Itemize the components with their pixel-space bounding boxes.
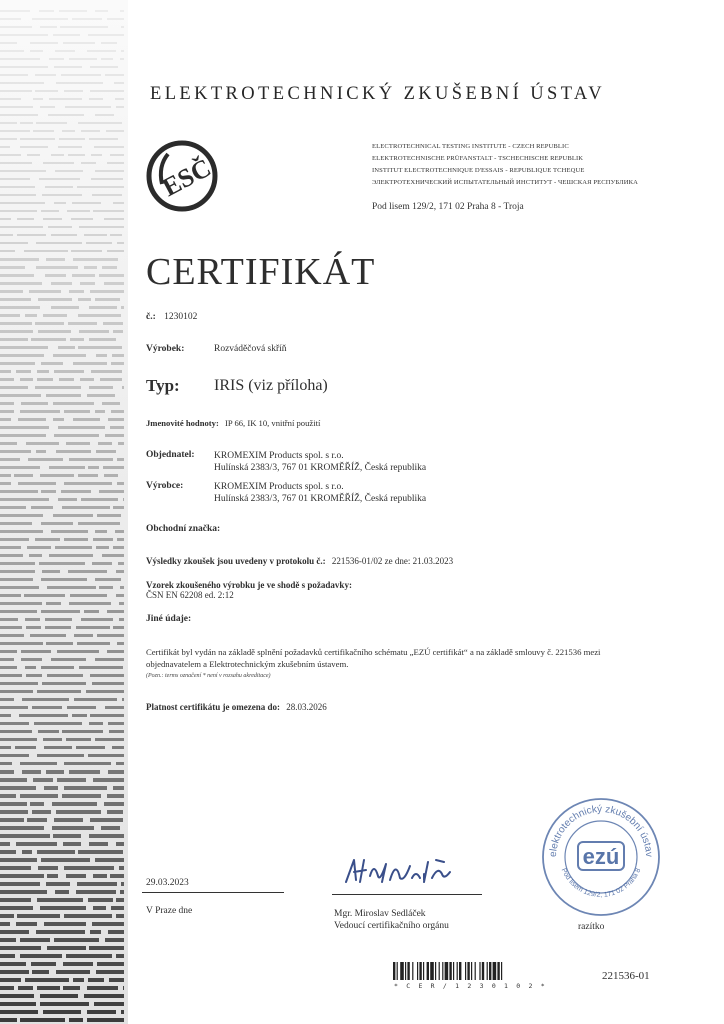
place-label: V Praze dne <box>146 906 193 916</box>
statement-block <box>146 646 600 682</box>
signer-block <box>334 908 449 932</box>
logo-text: ESČ <box>157 152 216 203</box>
side-band-pattern <box>0 0 128 1024</box>
trademark-label: Obchodní značka: <box>146 524 221 534</box>
ratings-row <box>146 418 320 428</box>
stamp-address-text: Pod lisem 129/2, 171 02 Praha 8 <box>559 867 643 899</box>
organization-title: ELEKTROTECHNICKÝ ZKUŠEBNÍ ÚSTAV <box>150 84 606 104</box>
statement-note: (Pozn.: terms označení * není v rozsahu akreditace) <box>146 673 271 679</box>
statement-line-2: objednavatelem a Elektrotechnickým zkušebním ústavem. <box>146 659 349 669</box>
product-row <box>146 344 184 354</box>
signature-line <box>332 894 482 895</box>
issue-date: 29.03.2023 <box>146 878 189 888</box>
institute-line-en: ELECTROTECHNICAL TESTING INSTITUTE - CZECH REPUBLIC <box>372 143 569 150</box>
institute-line-ru: ЭЛЕКТРОТЕХНИЧЕСКИЙ ИСПЫТАТЕЛЬНЫЙ ИНСТИТУТ - ЧЕШСКАЯ РЕСПУБЛИКА <box>372 179 638 186</box>
signer-role: Vedoucí certifikačního orgánu <box>334 921 449 931</box>
barcode-text: * C E R / 1 2 3 0 1 0 2 * <box>394 982 547 990</box>
validity-date: 28.03.2026 <box>286 702 327 712</box>
certificate-number-row <box>146 312 197 322</box>
ratings-value: IP 66, IK 10, vnitřní použití <box>224 418 321 428</box>
stamp-label: razítko <box>578 922 605 932</box>
validity-label: Platnost certifikátu je omezena do: <box>146 702 280 712</box>
svg-text:Pod lisem 129/2, 171 02 Praha <box>560 867 643 899</box>
signer-name: Mgr. Miroslav Sedláček <box>334 909 426 919</box>
barcode <box>393 962 543 980</box>
type-value: IRIS (viz příloha) <box>214 377 328 394</box>
sample-label: Vzorek zkoušeného výrobku je ve shodě s požadavky: <box>146 580 352 590</box>
manufacturer-label: Výrobce: <box>146 481 184 491</box>
institute-names <box>372 141 672 189</box>
institute-line-de: ELEKTROTECHNISCHE PRÜFANSTALT - TSCHECHISCHE REPUBLIK <box>372 155 584 162</box>
orderer-label: Objednatel: <box>146 450 195 460</box>
type-label: Typ: <box>146 376 180 395</box>
date-line <box>142 892 284 893</box>
stamp-center-text: ezú <box>582 844 620 869</box>
manufacturer-address: Hulínská 2383/3, 767 01 KROMĚŘÍŽ, Česká republika <box>214 494 427 504</box>
institute-line-fr: INSTITUT ELECTROTECHNIQUE D'ESSAIS - REPUBLIQUE TCHEQUE <box>372 167 585 174</box>
certificate-number-label: č.: <box>146 312 156 322</box>
esc-logo <box>146 136 222 218</box>
ratings-label: Jmenovité hodnoty: <box>146 418 219 428</box>
stamp-ring-text: elektrotechnický zkušební ústav <box>547 803 655 858</box>
institute-address: Pod lisem 129/2, 171 02 Praha 8 - Troja <box>372 202 524 212</box>
product-label: Výrobek: <box>146 344 185 354</box>
certificate-title: CERTIFIKÁT <box>146 251 376 293</box>
handwritten-signature <box>340 852 470 892</box>
results-value: 221536-01/02 ze dne: 21.03.2023 <box>331 556 454 566</box>
manufacturer-block <box>214 481 426 505</box>
manufacturer-name: KROMEXIM Products spol. s r.o. <box>214 482 344 492</box>
official-stamp <box>538 794 664 920</box>
results-label: Výsledky zkoušek jsou uvedeny v protokolu č.: <box>146 556 326 566</box>
orderer-name: KROMEXIM Products spol. s r.o. <box>214 451 344 461</box>
orderer-address: Hulínská 2383/3, 767 01 KROMĚŘÍŽ, Česká republika <box>214 463 427 473</box>
certificate-number: 1230102 <box>164 312 198 322</box>
product-value: Rozváděčová skříň <box>214 344 287 354</box>
other-info-label: Jiné údaje: <box>146 614 192 624</box>
standard-value: ČSN EN 62208 ed. 2:12 <box>146 590 234 600</box>
validity-row <box>146 702 327 712</box>
security-side-band <box>0 0 128 1024</box>
results-row <box>146 556 453 566</box>
statement-line-1: Certifikát byl vydán na základě splnění požadavků certifikačního schématu „EZÚ certifikát“ a na základě smlouvy č. 221536 mezi <box>146 647 601 657</box>
sample-row <box>146 580 352 600</box>
orderer-block <box>214 450 426 474</box>
reference-number: 221536-01 <box>602 970 650 982</box>
